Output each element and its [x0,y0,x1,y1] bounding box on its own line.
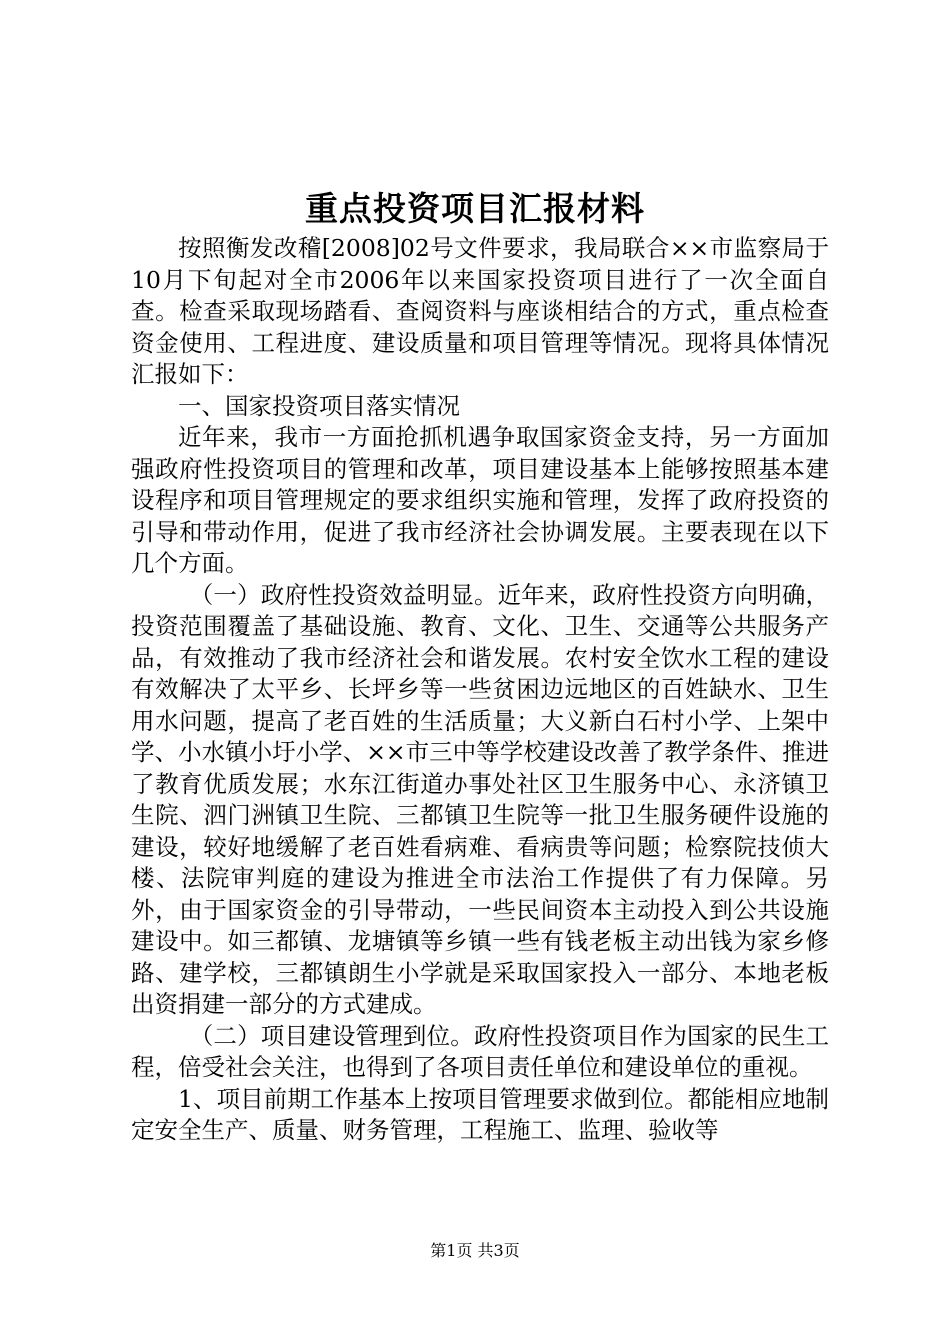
document-body [131,233,829,1147]
document-title: 重点投资项目汇报材料 [305,189,645,228]
paragraph-subsection-1: （一）政府性投资效益明显。近年来，政府性投资方向明确，投资范围覆盖了基础设施、教育、文化、卫生、交通等公共服务产品，有效推动了我市经济社会和谐发展。农村安全饮水工程的建设有效解决了太平乡、长坪乡等一些贫困边远地区的百姓缺水、卫生用水问题，提高了老百姓的生活质量；大义新白石村小学、上架中学、小水镇小圩小学、××市三中等学校建设改善了教学条件、推进了教育优质发展；水东江街道办事处社区卫生服务中心、永济镇卫生院、泗门洲镇卫生院、三都镇卫生院等一批卫生服务硬件设施的建设，较好地缓解了老百姓看病难、看病贵等问题；检察院技侦大楼、法院审判庭的建设为推进全市法治工作提供了有力保障。另外，由于国家资金的引导带动，一些民间资本主动投入到公共设施建设中。如三都镇、龙塘镇等乡镇一些有钱老板主动出钱为家乡修路、建学校，三都镇朗生小学就是采取国家投入一部分、本地老板出资捐建一部分的方式建成。 [131,580,829,1018]
paragraph-intro: 按照衡发改稽[2008]02号文件要求，我局联合××市监察局于10月下旬起对全市2006年以来国家投资项目进行了一次全面自查。检查采取现场踏看、查阅资料与座谈相结合的方式，重点检查资金使用、工程进度、建设质量和项目管理等情况。现将具体情况汇报如下： [131,234,829,388]
page-footer: 第1页 共3页 [430,1241,520,1260]
paragraph-overview: 近年来，我市一方面抢抓机遇争取国家资金支持，另一方面加强政府性投资项目的管理和改革，项目建设基本上能够按照基本建设程序和项目管理规定的要求组织实施和管理，发挥了政府投资的引导和带动作用，促进了我市经济社会协调发展。主要表现在以下几个方面。 [131,423,829,577]
section-heading-1: 一、国家投资项目落实情况 [178,391,460,420]
paragraph-item-1: 1、项目前期工作基本上按项目管理要求做到位。都能相应地制定安全生产、质量、财务管理，工程施工、监理、验收等 [131,1084,829,1144]
paragraph-subsection-2: （二）项目建设管理到位。政府性投资项目作为国家的民生工程，倍受社会关注，也得到了各项目责任单位和建设单位的重视。 [131,1021,829,1081]
